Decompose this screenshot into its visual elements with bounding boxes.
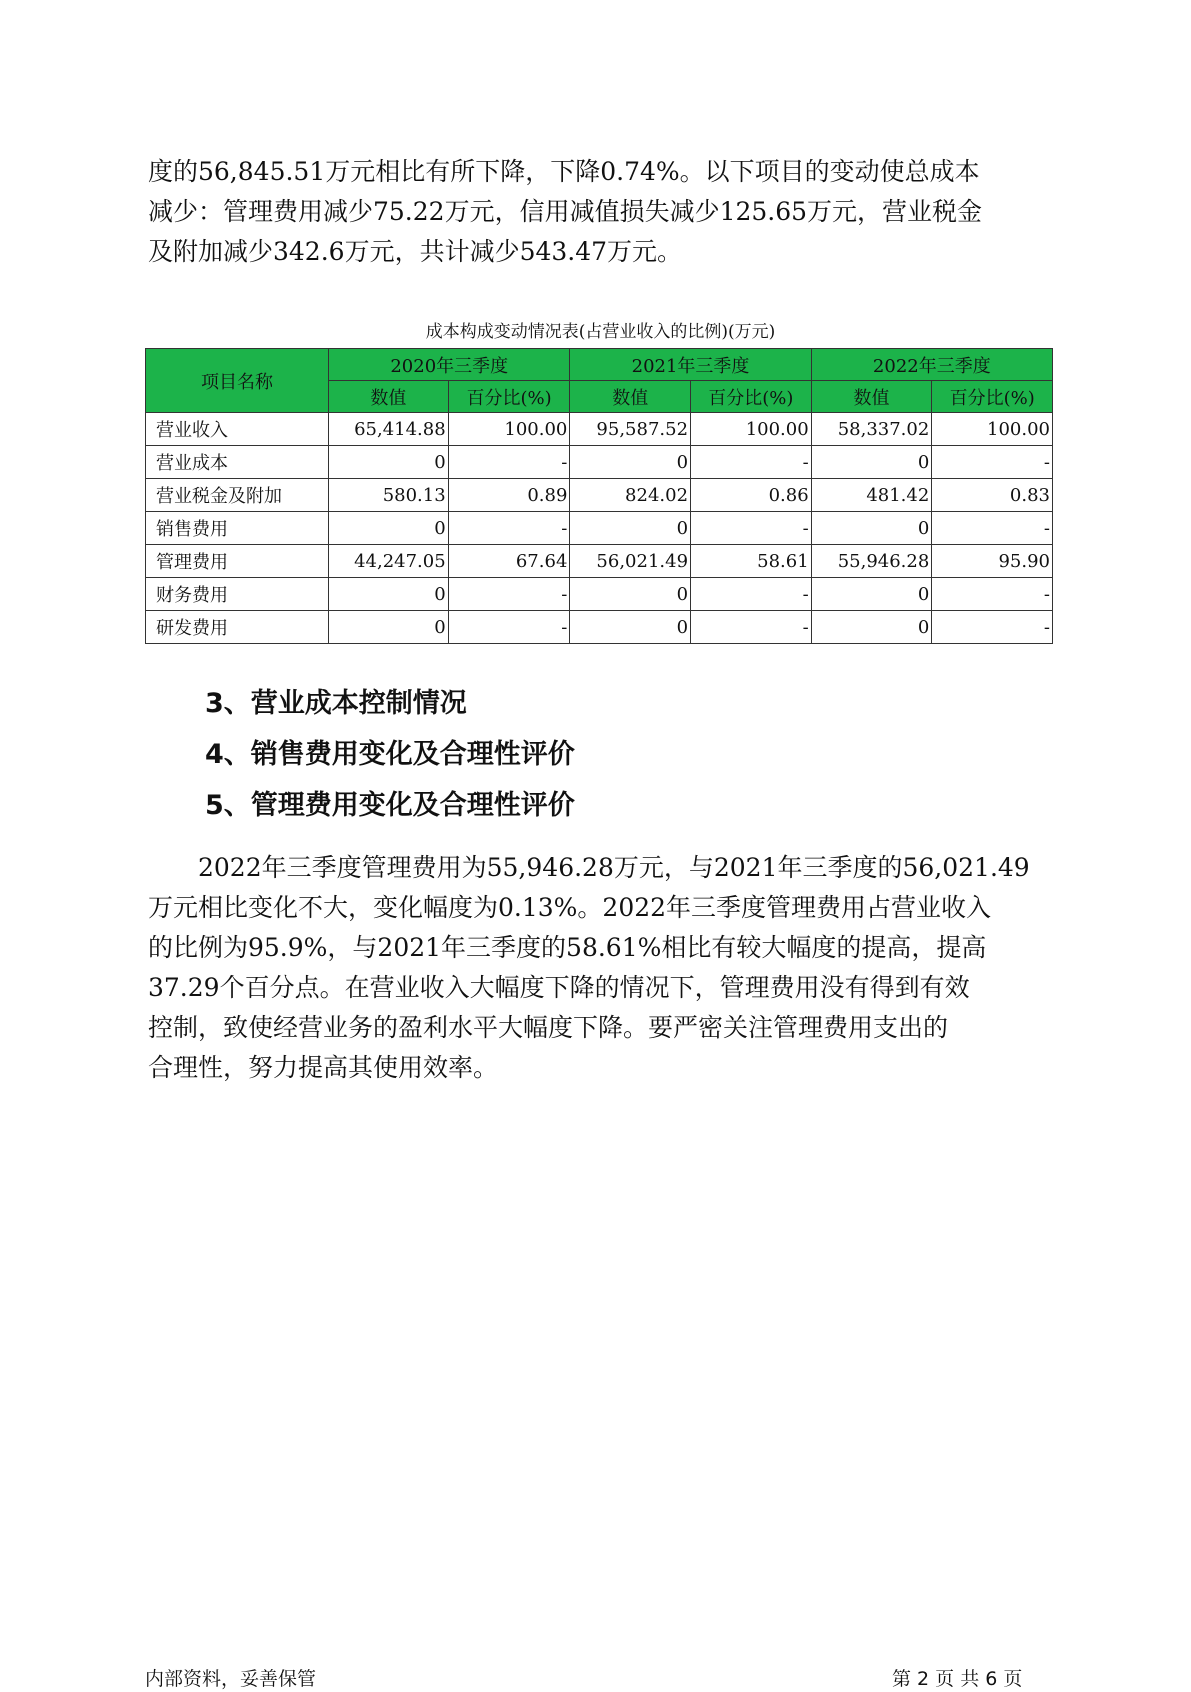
percent-cell: 0.89 — [448, 479, 570, 512]
row-label: 财务费用 — [146, 578, 329, 611]
percent-cell: - — [691, 578, 812, 611]
period-header: 2021年三季度 — [570, 349, 811, 381]
percent-cell: 100.00 — [448, 413, 570, 446]
value-cell: 0 — [329, 611, 449, 644]
paragraph-cost-summary — [148, 152, 1048, 272]
row-label: 销售费用 — [146, 512, 329, 545]
value-cell: 580.13 — [329, 479, 449, 512]
percent-cell: - — [448, 578, 570, 611]
value-cell: 0 — [329, 578, 449, 611]
paragraph-admin-expenses — [148, 848, 1048, 1088]
row-label: 营业税金及附加 — [146, 479, 329, 512]
section-heading-operating-cost: 3、营业成本控制情况 — [205, 688, 467, 719]
value-cell: 0 — [811, 611, 932, 644]
percent-cell: 95.90 — [932, 545, 1053, 578]
value-cell: 0 — [811, 446, 932, 479]
paragraph-line: 的比例为95.9%，与2021年三季度的58.61%相比有较大幅度的提高，提高 — [148, 933, 987, 962]
value-cell: 0 — [570, 611, 691, 644]
percent-cell: - — [932, 512, 1053, 545]
table-row — [146, 578, 1053, 611]
value-cell: 481.42 — [811, 479, 932, 512]
percent-cell: - — [448, 512, 570, 545]
row-label: 营业收入 — [146, 413, 329, 446]
percent-cell: 0.83 — [932, 479, 1053, 512]
value-cell: 0 — [811, 512, 932, 545]
item-name-header: 项目名称 — [146, 349, 329, 413]
paragraph-line: 减少：管理费用减少75.22万元，信用减值损失减少125.65万元，营业税金 — [148, 197, 983, 226]
percent-cell: - — [691, 611, 812, 644]
percent-cell: - — [691, 512, 812, 545]
value-cell: 95,587.52 — [570, 413, 691, 446]
table-caption: 成本构成变动情况表(占营业收入的比例)(万元) — [425, 322, 776, 342]
percent-cell: 100.00 — [691, 413, 812, 446]
table-row — [146, 611, 1053, 644]
percent-cell: 58.61 — [691, 545, 812, 578]
value-cell: 0 — [570, 578, 691, 611]
percent-cell: 0.86 — [691, 479, 812, 512]
value-cell: 0 — [570, 446, 691, 479]
paragraph-line: 控制，致使经营业务的盈利水平大幅度下降。要严密关注管理费用支出的 — [148, 1013, 949, 1042]
value-cell: 0 — [329, 446, 449, 479]
value-subheader: 数值 — [811, 381, 932, 413]
table-header-row — [146, 349, 1053, 381]
paragraph-line: 万元相比变化不大，变化幅度为0.13%。2022年三季度管理费用占营业收入 — [148, 893, 992, 922]
table-row — [146, 545, 1053, 578]
percent-subheader: 百分比(%) — [932, 381, 1053, 413]
row-label: 管理费用 — [146, 545, 329, 578]
footer-page-number: 第 2 页 共 6 页 — [892, 1668, 1023, 1690]
value-cell: 58,337.02 — [811, 413, 932, 446]
value-subheader: 数值 — [329, 381, 449, 413]
percent-subheader: 百分比(%) — [691, 381, 812, 413]
value-cell: 0 — [329, 512, 449, 545]
section-heading-admin-expenses: 5、管理费用变化及合理性评价 — [205, 790, 575, 821]
paragraph-line: 37.29个百分点。在营业收入大幅度下降的情况下，管理费用没有得到有效 — [148, 973, 970, 1002]
percent-cell: - — [932, 446, 1053, 479]
percent-cell: 100.00 — [932, 413, 1053, 446]
percent-cell: - — [932, 578, 1053, 611]
cost-structure-table — [145, 348, 1053, 644]
footer-confidential-note: 内部资料，妥善保管 — [145, 1668, 317, 1690]
paragraph-line: 2022年三季度管理费用为55,946.28万元，与2021年三季度的56,021.49 — [148, 853, 1030, 882]
table-row — [146, 446, 1053, 479]
percent-cell: - — [691, 446, 812, 479]
period-header: 2022年三季度 — [811, 349, 1052, 381]
percent-cell: - — [448, 446, 570, 479]
paragraph-line: 度的56,845.51万元相比有所下降，下降0.74%。以下项目的变动使总成本 — [148, 157, 980, 186]
table-row — [146, 512, 1053, 545]
section-heading-selling-expenses: 4、销售费用变化及合理性评价 — [205, 739, 575, 770]
row-label: 营业成本 — [146, 446, 329, 479]
value-cell: 824.02 — [570, 479, 691, 512]
value-cell: 55,946.28 — [811, 545, 932, 578]
paragraph-line: 及附加减少342.6万元，共计减少543.47万元。 — [148, 237, 683, 266]
value-cell: 44,247.05 — [329, 545, 449, 578]
period-header: 2020年三季度 — [329, 349, 570, 381]
value-cell: 65,414.88 — [329, 413, 449, 446]
value-cell: 0 — [570, 512, 691, 545]
table-row — [146, 413, 1053, 446]
percent-subheader: 百分比(%) — [448, 381, 570, 413]
percent-cell: 67.64 — [448, 545, 570, 578]
table-row — [146, 479, 1053, 512]
paragraph-line: 合理性，努力提高其使用效率。 — [148, 1053, 499, 1082]
row-label: 研发费用 — [146, 611, 329, 644]
value-subheader: 数值 — [570, 381, 691, 413]
value-cell: 56,021.49 — [570, 545, 691, 578]
percent-cell: - — [448, 611, 570, 644]
value-cell: 0 — [811, 578, 932, 611]
percent-cell: - — [932, 611, 1053, 644]
